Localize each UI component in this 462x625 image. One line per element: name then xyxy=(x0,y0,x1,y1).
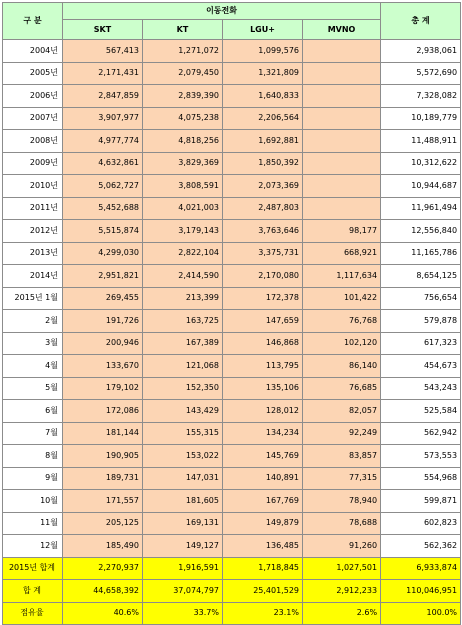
cell-total: 110,046,951 xyxy=(381,580,461,603)
table-row xyxy=(3,602,461,625)
table-row xyxy=(3,445,461,468)
cell-mvno: 92,249 xyxy=(303,422,381,445)
cell-total: 12,556,840 xyxy=(381,220,461,243)
cell-lgu: 149,879 xyxy=(223,512,303,535)
row-label: 합 계 xyxy=(3,580,63,603)
cell-mvno xyxy=(303,197,381,220)
cell-mvno: 76,685 xyxy=(303,377,381,400)
cell-lgu: 1,718,845 xyxy=(223,557,303,580)
table-row xyxy=(3,85,461,108)
row-label: 3월 xyxy=(3,332,63,355)
cell-total: 6,933,874 xyxy=(381,557,461,580)
cell-mvno: 91,260 xyxy=(303,535,381,558)
row-label: 4월 xyxy=(3,355,63,378)
cell-kt: 213,399 xyxy=(143,287,223,310)
cell-kt: 4,075,238 xyxy=(143,107,223,130)
cell-skt: 2,270,937 xyxy=(63,557,143,580)
table-row xyxy=(3,557,461,580)
cell-skt: 4,299,030 xyxy=(63,242,143,265)
row-label: 8월 xyxy=(3,445,63,468)
row-label: 2011년 xyxy=(3,197,63,220)
cell-kt: 143,429 xyxy=(143,400,223,423)
cell-mvno: 101,422 xyxy=(303,287,381,310)
row-label: 2004년 xyxy=(3,40,63,63)
row-label: 10월 xyxy=(3,490,63,513)
cell-skt: 200,946 xyxy=(63,332,143,355)
mobile-subscriber-table xyxy=(2,2,461,625)
cell-total: 100.0% xyxy=(381,602,461,625)
cell-kt: 4,818,256 xyxy=(143,130,223,153)
cell-mvno xyxy=(303,107,381,130)
row-label: 2010년 xyxy=(3,175,63,198)
table-row xyxy=(3,535,461,558)
cell-kt: 2,822,104 xyxy=(143,242,223,265)
cell-skt: 181,144 xyxy=(63,422,143,445)
table-row xyxy=(3,467,461,490)
cell-total: 8,654,125 xyxy=(381,265,461,288)
cell-kt: 37,074,797 xyxy=(143,580,223,603)
col-header-kt: KT xyxy=(143,20,223,40)
cell-mvno xyxy=(303,62,381,85)
cell-kt: 169,131 xyxy=(143,512,223,535)
cell-total: 2,938,061 xyxy=(381,40,461,63)
cell-total: 10,944,687 xyxy=(381,175,461,198)
category-header: 구 분 xyxy=(3,3,63,40)
cell-skt: 133,670 xyxy=(63,355,143,378)
cell-kt: 1,271,072 xyxy=(143,40,223,63)
table-row xyxy=(3,62,461,85)
cell-kt: 3,808,591 xyxy=(143,175,223,198)
cell-kt: 3,829,369 xyxy=(143,152,223,175)
cell-skt: 40.6% xyxy=(63,602,143,625)
cell-kt: 4,021,003 xyxy=(143,197,223,220)
cell-mvno: 82,057 xyxy=(303,400,381,423)
table-row xyxy=(3,197,461,220)
cell-skt: 172,086 xyxy=(63,400,143,423)
cell-mvno: 78,940 xyxy=(303,490,381,513)
cell-mvno: 2,912,233 xyxy=(303,580,381,603)
cell-total: 554,968 xyxy=(381,467,461,490)
cell-lgu: 134,234 xyxy=(223,422,303,445)
row-label: 2009년 xyxy=(3,152,63,175)
cell-skt: 5,062,727 xyxy=(63,175,143,198)
cell-skt: 185,490 xyxy=(63,535,143,558)
cell-kt: 149,127 xyxy=(143,535,223,558)
cell-lgu: 1,099,576 xyxy=(223,40,303,63)
cell-lgu: 167,769 xyxy=(223,490,303,513)
cell-lgu: 1,321,809 xyxy=(223,62,303,85)
cell-skt: 4,977,774 xyxy=(63,130,143,153)
col-header-lgu: LGU+ xyxy=(223,20,303,40)
table-row xyxy=(3,512,461,535)
row-label: 2015년 1월 xyxy=(3,287,63,310)
cell-mvno xyxy=(303,152,381,175)
cell-total: 599,871 xyxy=(381,490,461,513)
cell-total: 602,823 xyxy=(381,512,461,535)
cell-mvno: 77,315 xyxy=(303,467,381,490)
cell-skt: 189,731 xyxy=(63,467,143,490)
table-row xyxy=(3,310,461,333)
cell-mvno: 83,857 xyxy=(303,445,381,468)
cell-total: 579,878 xyxy=(381,310,461,333)
cell-lgu: 128,012 xyxy=(223,400,303,423)
cell-skt: 4,632,861 xyxy=(63,152,143,175)
row-label: 11월 xyxy=(3,512,63,535)
table-row xyxy=(3,332,461,355)
row-label: 2015년 합계 xyxy=(3,557,63,580)
cell-mvno xyxy=(303,175,381,198)
cell-kt: 163,725 xyxy=(143,310,223,333)
cell-mvno: 86,140 xyxy=(303,355,381,378)
cell-kt: 33.7% xyxy=(143,602,223,625)
table-row xyxy=(3,40,461,63)
cell-skt: 2,171,431 xyxy=(63,62,143,85)
cell-total: 11,488,911 xyxy=(381,130,461,153)
table-row xyxy=(3,265,461,288)
row-label: 7월 xyxy=(3,422,63,445)
mobile-header: 이동전화 xyxy=(63,3,381,20)
cell-lgu: 147,659 xyxy=(223,310,303,333)
cell-lgu: 1,692,881 xyxy=(223,130,303,153)
cell-mvno: 1,027,501 xyxy=(303,557,381,580)
cell-lgu: 25,401,529 xyxy=(223,580,303,603)
cell-skt: 2,951,821 xyxy=(63,265,143,288)
cell-skt: 190,905 xyxy=(63,445,143,468)
table-row xyxy=(3,287,461,310)
cell-total: 11,961,494 xyxy=(381,197,461,220)
cell-total: 617,323 xyxy=(381,332,461,355)
table-row xyxy=(3,107,461,130)
cell-kt: 153,022 xyxy=(143,445,223,468)
cell-skt: 567,413 xyxy=(63,40,143,63)
row-label: 9월 xyxy=(3,467,63,490)
cell-lgu: 1,640,833 xyxy=(223,85,303,108)
col-header-skt: SKT xyxy=(63,20,143,40)
cell-total: 11,165,786 xyxy=(381,242,461,265)
cell-lgu: 3,763,646 xyxy=(223,220,303,243)
table-row xyxy=(3,422,461,445)
cell-mvno: 78,688 xyxy=(303,512,381,535)
table-row xyxy=(3,220,461,243)
cell-kt: 1,916,591 xyxy=(143,557,223,580)
cell-lgu: 23.1% xyxy=(223,602,303,625)
cell-skt: 171,557 xyxy=(63,490,143,513)
cell-lgu: 146,868 xyxy=(223,332,303,355)
cell-kt: 121,068 xyxy=(143,355,223,378)
row-label: 2013년 xyxy=(3,242,63,265)
cell-mvno: 1,117,634 xyxy=(303,265,381,288)
cell-total: 7,328,082 xyxy=(381,85,461,108)
cell-lgu: 2,170,080 xyxy=(223,265,303,288)
cell-mvno: 76,768 xyxy=(303,310,381,333)
cell-total: 562,362 xyxy=(381,535,461,558)
cell-kt: 3,179,143 xyxy=(143,220,223,243)
cell-total: 10,312,622 xyxy=(381,152,461,175)
cell-total: 756,654 xyxy=(381,287,461,310)
row-label: 5월 xyxy=(3,377,63,400)
table-row xyxy=(3,175,461,198)
cell-kt: 152,350 xyxy=(143,377,223,400)
row-label: 2월 xyxy=(3,310,63,333)
table-row xyxy=(3,400,461,423)
table-row xyxy=(3,490,461,513)
cell-skt: 191,726 xyxy=(63,310,143,333)
cell-kt: 147,031 xyxy=(143,467,223,490)
row-label: 2012년 xyxy=(3,220,63,243)
cell-total: 454,673 xyxy=(381,355,461,378)
row-label: 2008년 xyxy=(3,130,63,153)
cell-lgu: 2,073,369 xyxy=(223,175,303,198)
cell-kt: 2,079,450 xyxy=(143,62,223,85)
cell-mvno: 2.6% xyxy=(303,602,381,625)
cell-mvno xyxy=(303,40,381,63)
row-label: 2005년 xyxy=(3,62,63,85)
col-header-mvno: MVNO xyxy=(303,20,381,40)
cell-skt: 5,452,688 xyxy=(63,197,143,220)
cell-kt: 181,605 xyxy=(143,490,223,513)
cell-skt: 5,515,874 xyxy=(63,220,143,243)
col-header-total: 총 계 xyxy=(381,3,461,40)
table-row xyxy=(3,580,461,603)
cell-mvno: 668,921 xyxy=(303,242,381,265)
row-label: 12월 xyxy=(3,535,63,558)
row-label: 2006년 xyxy=(3,85,63,108)
cell-lgu: 3,375,731 xyxy=(223,242,303,265)
cell-kt: 2,414,590 xyxy=(143,265,223,288)
cell-total: 543,243 xyxy=(381,377,461,400)
cell-kt: 167,389 xyxy=(143,332,223,355)
table-row xyxy=(3,355,461,378)
table-row xyxy=(3,152,461,175)
cell-lgu: 113,795 xyxy=(223,355,303,378)
cell-skt: 269,455 xyxy=(63,287,143,310)
cell-lgu: 172,378 xyxy=(223,287,303,310)
cell-skt: 44,658,392 xyxy=(63,580,143,603)
cell-lgu: 145,769 xyxy=(223,445,303,468)
cell-lgu: 136,485 xyxy=(223,535,303,558)
row-label: 2014년 xyxy=(3,265,63,288)
cell-lgu: 2,206,564 xyxy=(223,107,303,130)
cell-mvno: 98,177 xyxy=(303,220,381,243)
cell-mvno xyxy=(303,85,381,108)
cell-skt: 3,907,977 xyxy=(63,107,143,130)
cell-lgu: 2,487,803 xyxy=(223,197,303,220)
row-label: 6월 xyxy=(3,400,63,423)
cell-kt: 2,839,390 xyxy=(143,85,223,108)
cell-mvno: 102,120 xyxy=(303,332,381,355)
cell-lgu: 1,850,392 xyxy=(223,152,303,175)
row-label: 2007년 xyxy=(3,107,63,130)
cell-total: 573,553 xyxy=(381,445,461,468)
cell-total: 562,942 xyxy=(381,422,461,445)
cell-skt: 179,102 xyxy=(63,377,143,400)
table-row xyxy=(3,242,461,265)
cell-kt: 155,315 xyxy=(143,422,223,445)
cell-total: 10,189,779 xyxy=(381,107,461,130)
cell-lgu: 140,891 xyxy=(223,467,303,490)
cell-total: 525,584 xyxy=(381,400,461,423)
table-row xyxy=(3,130,461,153)
table-row xyxy=(3,377,461,400)
cell-mvno xyxy=(303,130,381,153)
table-body xyxy=(3,40,461,625)
cell-skt: 205,125 xyxy=(63,512,143,535)
row-label: 점유율 xyxy=(3,602,63,625)
cell-total: 5,572,690 xyxy=(381,62,461,85)
cell-skt: 2,847,859 xyxy=(63,85,143,108)
cell-lgu: 135,106 xyxy=(223,377,303,400)
